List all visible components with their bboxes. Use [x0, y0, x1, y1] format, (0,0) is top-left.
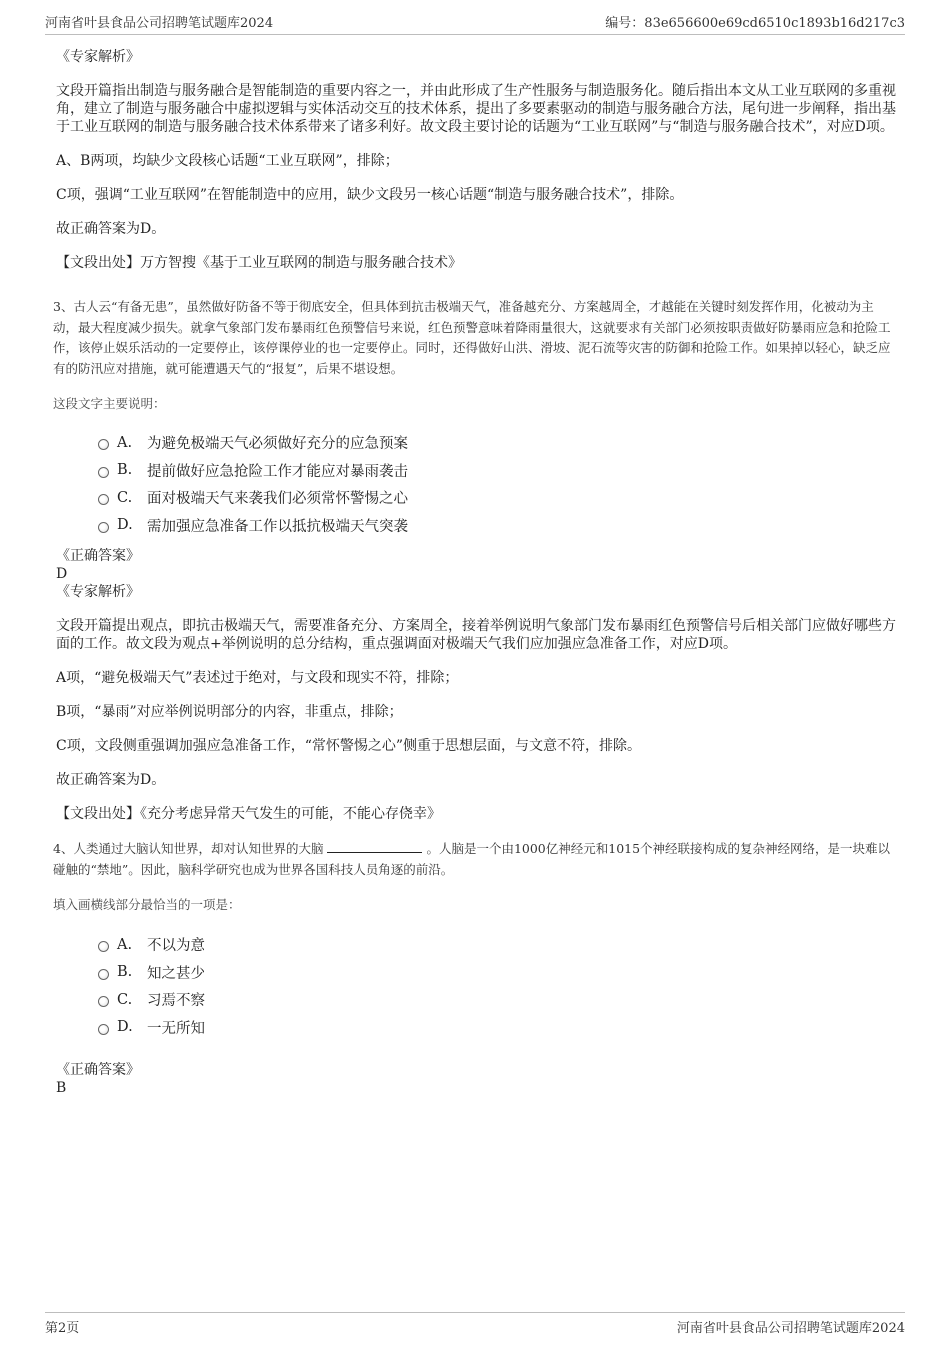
- radio-icon[interactable]: [98, 941, 109, 952]
- option-letter: B.: [117, 462, 133, 479]
- analysis-conclusion: 故正确答案为D。: [56, 221, 166, 237]
- option-text: 需加强应急准备工作以抵抗极端天气突袭: [147, 518, 408, 535]
- analysis-line-ab: A、B两项，均缺少文段核心话题“工业互联网”，排除；: [56, 153, 399, 169]
- question-4-text: [53, 839, 896, 880]
- analysis-line-b: B项，“暴雨”对应举例说明部分的内容，非重点，排除；: [56, 704, 403, 720]
- page-number: 第2页: [45, 1321, 80, 1336]
- header-serial: 编号：83e656600e69cd6510c1893b16d217c3: [605, 16, 905, 31]
- option-text: 一无所知: [147, 1020, 205, 1037]
- question-4-text-before: 4、人类通过大脑认知世界，却对认知世界的大脑: [53, 841, 324, 856]
- radio-icon[interactable]: [98, 522, 109, 533]
- question-3-prompt: 这段文字主要说明：: [53, 396, 166, 411]
- radio-icon[interactable]: [98, 494, 109, 505]
- option-text: 面对极端天气来袭我们必须常怀警惕之心: [147, 491, 408, 508]
- option-letter: C.: [117, 991, 133, 1008]
- option-text: 知之甚少: [147, 965, 205, 982]
- radio-icon[interactable]: [98, 439, 109, 450]
- option-letter: A.: [117, 434, 133, 451]
- radio-icon[interactable]: [98, 1024, 109, 1035]
- page-content: [53, 46, 896, 1097]
- option-a[interactable]: [98, 931, 896, 959]
- expert-analysis-label: 《专家解析》: [56, 584, 140, 600]
- option-letter: A.: [117, 936, 133, 953]
- analysis-line-c: C项，文段侧重强调加强应急准备工作，“常怀警惕之心”侧重于思想层面，与文意不符，排除。: [56, 738, 642, 754]
- option-text: 提前做好应急抢险工作才能应对暴雨袭击: [147, 463, 408, 480]
- radio-icon[interactable]: [98, 467, 109, 478]
- fill-blank: [327, 840, 422, 853]
- expert-analysis-text: 文段开篇提出观点，即抗击极端天气，需要准备充分、方案周全，接着举例说明气象部门发布暴雨红色预警信号后相关部门应做好哪些方面的工作。故文段为观点+举例说明的总分结构，重点强调面对极端天气我们应加强应急准备工作，对应D项。: [56, 618, 896, 652]
- analysis-conclusion: 故正确答案为D。: [56, 772, 166, 788]
- option-b[interactable]: [98, 959, 896, 987]
- correct-answer: D: [56, 566, 68, 582]
- question-4-text-after: 。人脑是一个由1000亿神经元和1015个神经联接构成的复杂神经网络，是一块难以碰触的“禁地”。因此，脑科学研究也成为世界各国科技人员角逐的前沿。: [53, 841, 891, 877]
- radio-icon[interactable]: [98, 996, 109, 1007]
- option-text: 习焉不察: [147, 993, 205, 1010]
- page-footer: [45, 1312, 905, 1336]
- header-title: 河南省叶县食品公司招聘笔试题库2024: [45, 16, 274, 31]
- option-letter: B.: [117, 964, 133, 981]
- option-d[interactable]: [98, 1014, 896, 1042]
- analysis-source: 【文段出处】万方智搜《基于工业互联网的制造与服务融合技术》: [56, 255, 462, 271]
- analysis-line-a: A项，“避免极端天气”表述过于绝对，与文段和现实不符，排除；: [56, 670, 459, 686]
- radio-icon[interactable]: [98, 969, 109, 980]
- analysis-source: 【文段出处】《充分考虑异常天气发生的可能，不能心存侥幸》: [56, 806, 441, 822]
- correct-answer: B: [56, 1080, 67, 1096]
- footer-title: 河南省叶县食品公司招聘笔试题库2024: [676, 1321, 905, 1336]
- question-3-text: 3、古人云“有备无患”，虽然做好防备不等于彻底安全，但具体到抗击极端天气，准备越充分、方案越周全，才越能在关键时刻发挥作用，化被动为主动，最大程度减少损失。就拿气象部门发布暴雨红色预警信号来说，红色预警意味着降雨量很大，这就要求有关部门必须按职责做好防暴雨应急和抢险工作，该停止娱乐活动的一定要停止，该停课停业的也一定要停止。同时，还得做好山洪、滑坡、泥石流等灾害的防御和抢险工作。如果掉以轻心，缺乏应有的防汛应对措施，就可能遭遇天气的“报复”，后果不堪设想。: [53, 299, 891, 376]
- option-text: 为避免极端天气必须做好充分的应急预案: [147, 436, 408, 453]
- option-letter: D.: [117, 1019, 133, 1036]
- option-c[interactable]: [98, 484, 896, 512]
- option-text: 不以为意: [147, 938, 205, 955]
- option-letter: D.: [117, 517, 133, 534]
- expert-analysis-label: 《专家解析》: [56, 49, 140, 65]
- correct-answer-label: 《正确答案》: [56, 1062, 140, 1078]
- question-3-options: [56, 429, 896, 539]
- option-d[interactable]: [98, 512, 896, 540]
- option-b[interactable]: [98, 457, 896, 485]
- analysis-line-c: C项，强调“工业互联网”在智能制造中的应用，缺少文段另一核心话题“制造与服务融合技术”，排除。: [56, 187, 684, 203]
- expert-analysis-text: 文段开篇指出制造与服务融合是智能制造的重要内容之一，并由此形成了生产性服务与制造服务化。随后指出本文从工业互联网的多重视角，建立了制造与服务融合中虚拟逻辑与实体活动交互的技术体系，提出了多要素驱动的制造与服务融合方法，尾句进一步阐释，指出基于工业互联网的制造与服务融合技术体系带来了诸多利好。故文段主要讨论的话题为“工业互联网”与“制造与服务融合技术”，对应D项。: [56, 83, 896, 135]
- option-letter: C.: [117, 489, 133, 506]
- correct-answer-label: 《正确答案》: [56, 548, 140, 564]
- option-a[interactable]: [98, 429, 896, 457]
- question-4-options: [56, 931, 896, 1041]
- page-header: [45, 12, 905, 35]
- option-c[interactable]: [98, 986, 896, 1014]
- question-4-prompt: 填入画横线部分最恰当的一项是：: [53, 897, 241, 912]
